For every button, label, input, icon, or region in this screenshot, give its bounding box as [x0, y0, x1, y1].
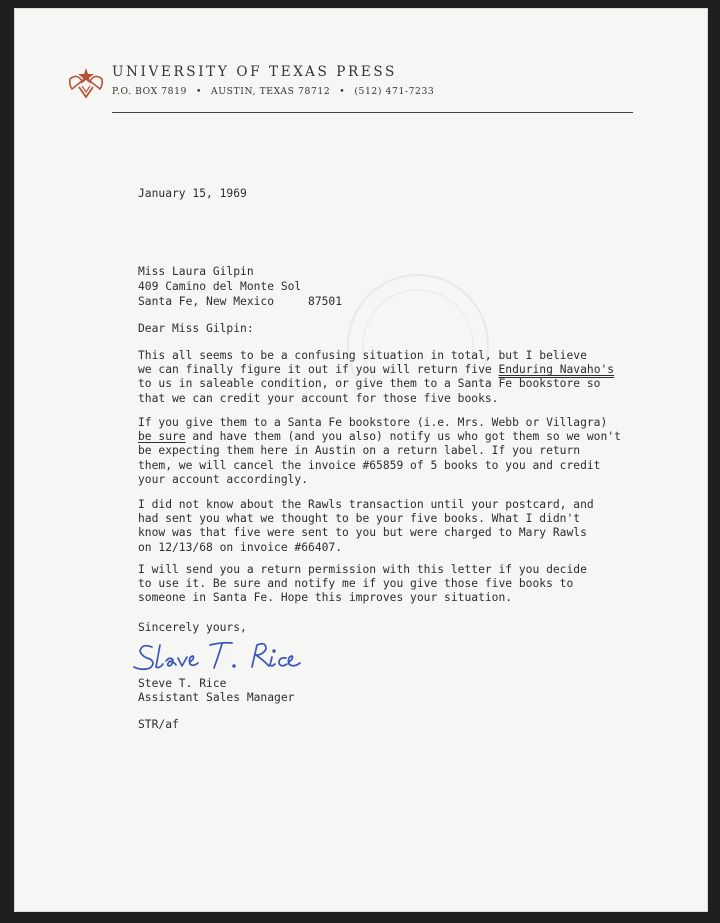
book-title-underlined: Enduring Navaho's: [498, 363, 615, 377]
handwritten-signature: [130, 637, 305, 677]
paragraph-line: I did not know about the Rawls transaction until your postcard, and: [138, 498, 594, 511]
separator-dot: •: [196, 86, 203, 97]
reference-initials: STR/af: [138, 718, 179, 731]
letterhead-phone: (512) 471-7233: [354, 86, 435, 97]
letterhead-address: [112, 86, 434, 97]
paragraph-line: If you give them to a Santa Fe bookstore (i.e. Mrs. Webb or Villagra): [138, 416, 608, 429]
paragraph-3: [138, 498, 594, 555]
paragraph-line: know was that five were sent to you but were charged to Mary Rawls: [138, 526, 587, 540]
paragraph-line: to us in saleable condition, or give them to a Santa Fe bookstore so: [138, 377, 601, 391]
paragraph-line: had sent you what we thought to be your five books. What I didn't: [138, 512, 581, 526]
closing: Sincerely yours,: [138, 621, 247, 634]
recipient-street: 409 Camino del Monte Sol: [138, 280, 302, 293]
letterhead-org-name: UNIVERSITY OF TEXAS PRESS: [112, 64, 397, 80]
paragraph-line: your account accordingly.: [138, 472, 309, 486]
line-text: we can finally figure it out if you will return five: [138, 363, 499, 377]
paragraph-line: that we can credit your account for those five books.: [138, 391, 499, 405]
emphasis-underlined: be sure: [138, 430, 186, 444]
paragraph-line: [138, 430, 621, 444]
paragraph-2: [138, 416, 621, 487]
university-seal-logo: [67, 65, 105, 99]
paragraph-line: to use it. Be sure and notify me if you give those five books to: [138, 577, 574, 591]
paragraph-line: someone in Santa Fe. Hope this improves your situation.: [138, 591, 513, 605]
recipient-name: Miss Laura Gilpin: [138, 265, 254, 278]
recipient-city: Santa Fe, New Mexico 87501: [138, 295, 343, 308]
line-text: and have them (and you also) notify us who got them so we won't: [185, 430, 621, 444]
salutation: Dear Miss Gilpin:: [138, 322, 254, 335]
letterhead-city: AUSTIN, TEXAS 78712: [211, 86, 331, 97]
paragraph-4: [138, 563, 587, 606]
separator-dot: •: [339, 86, 346, 97]
paragraph-line: This all seems to be a confusing situation in total, but I believe: [138, 349, 587, 362]
signer-name: Steve T. Rice: [138, 677, 227, 690]
paragraph-line: [138, 363, 614, 377]
paragraph-1: [138, 349, 614, 406]
letter-date: January 15, 1969: [138, 187, 247, 200]
signer-title: Assistant Sales Manager: [138, 691, 295, 704]
paragraph-line: I will send you a return permission with this letter if you decide: [138, 563, 587, 576]
letterhead-rule: [112, 112, 633, 113]
paragraph-line: be expecting them here in Austin on a return label. If you return: [138, 444, 581, 458]
letterhead-po-box: P.O. BOX 7819: [112, 86, 188, 97]
paragraph-line: on 12/13/68 on invoice #66407.: [138, 540, 343, 554]
paragraph-line: them, we will cancel the invoice #65859 of 5 books to you and credit: [138, 458, 601, 472]
